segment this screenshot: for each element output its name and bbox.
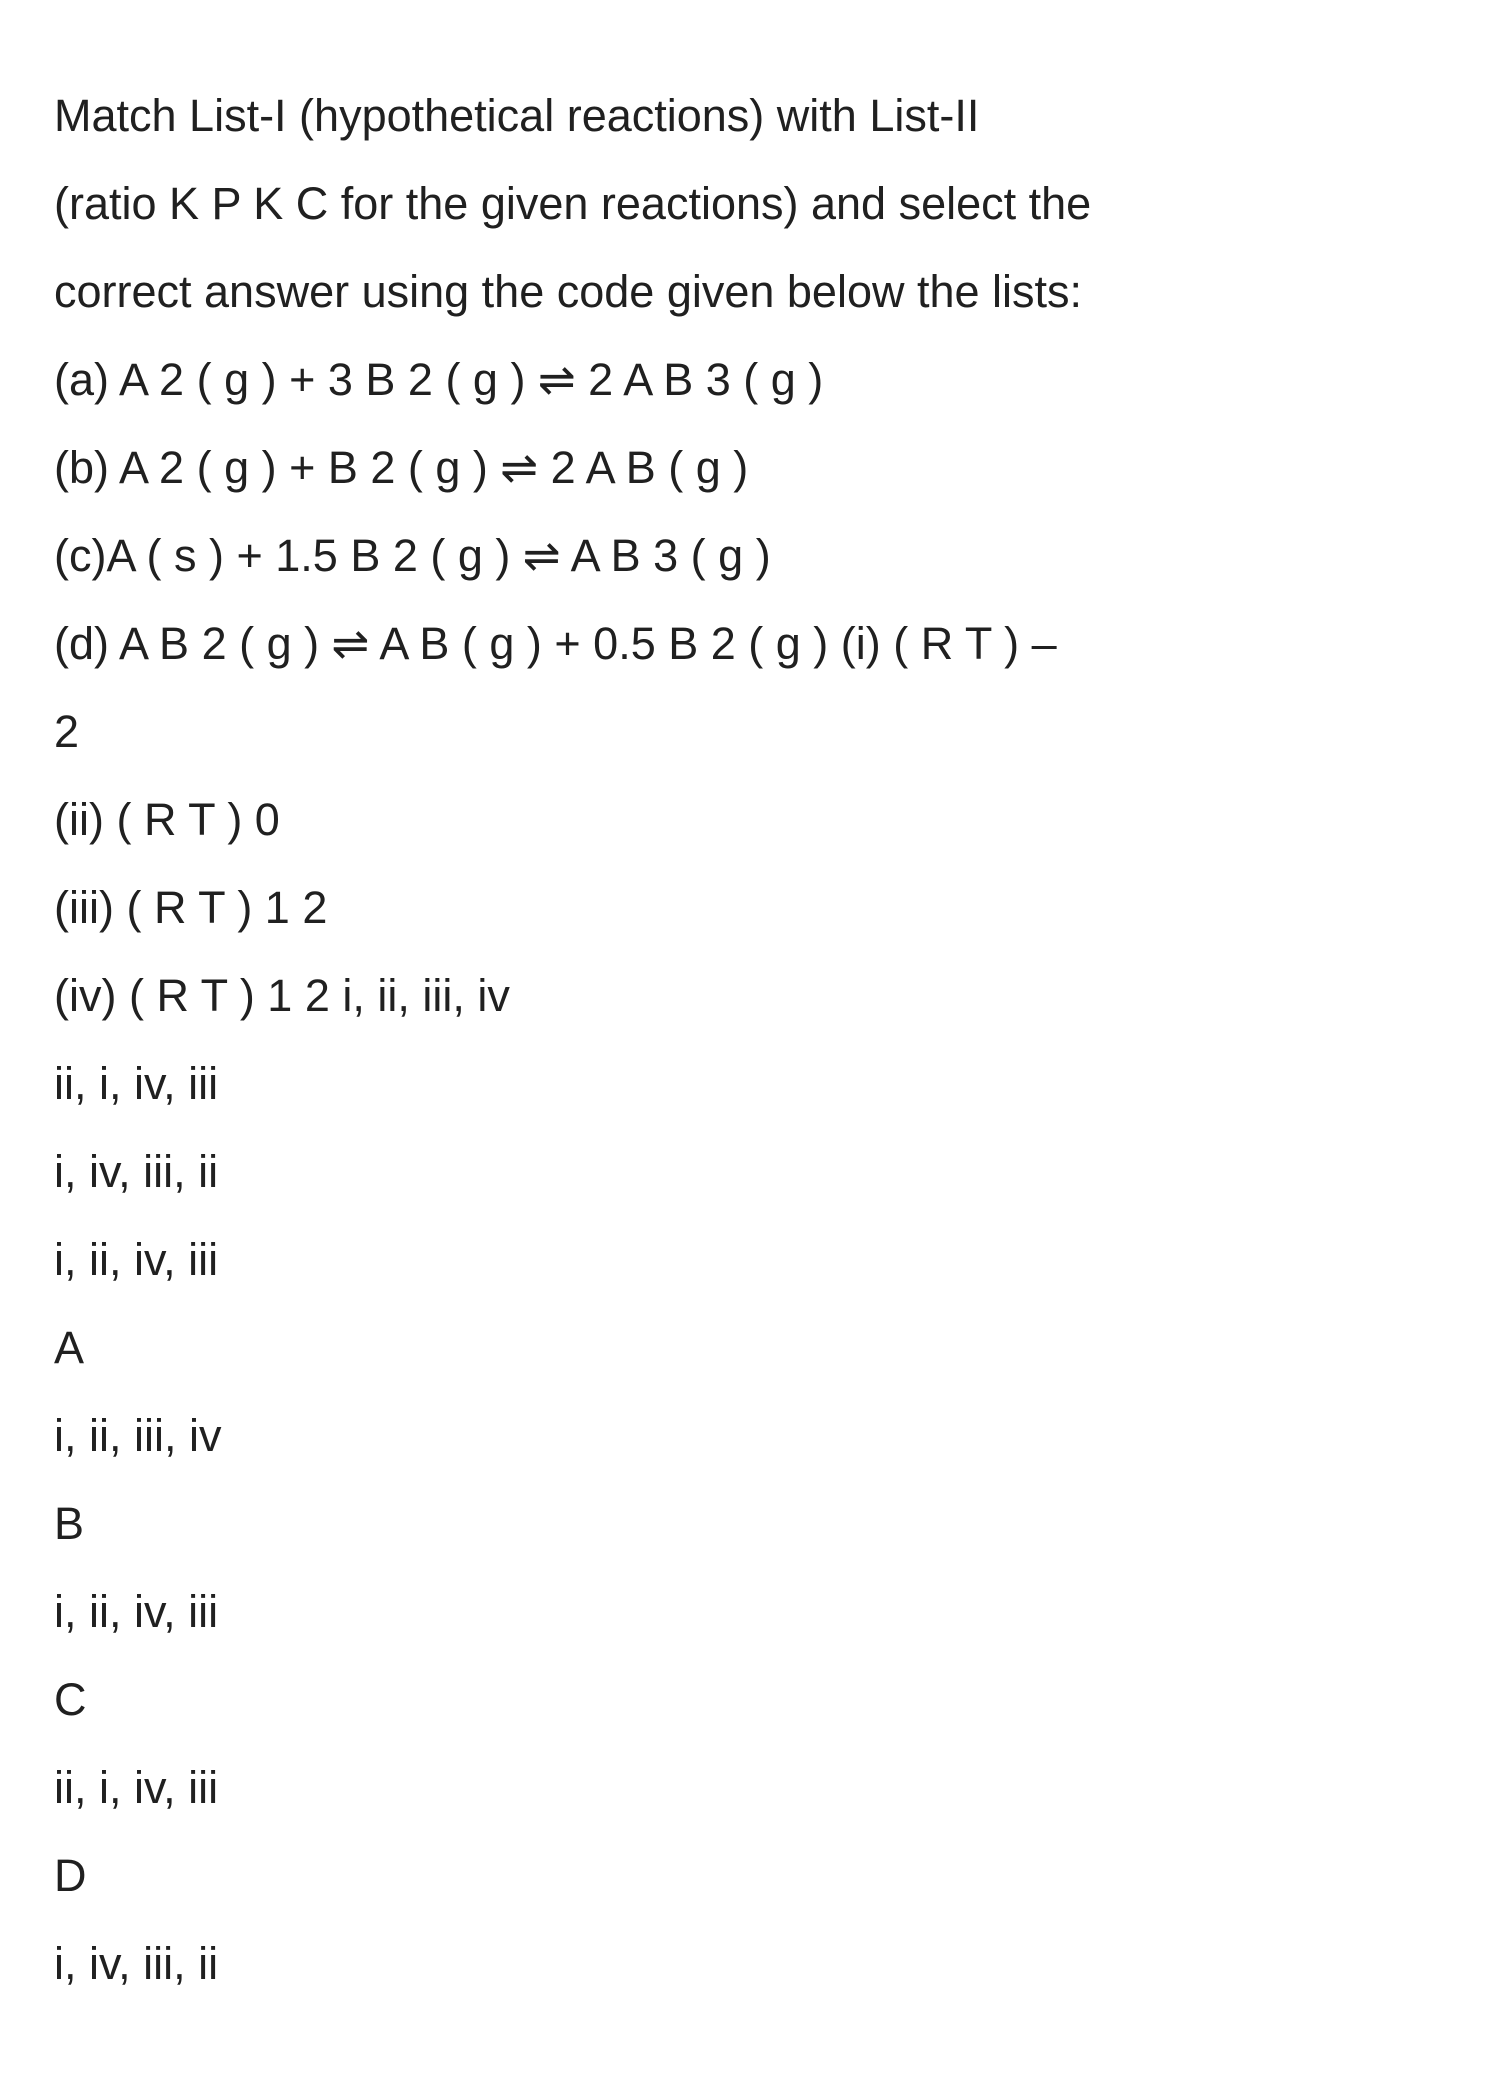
option-a-label[interactable]: A — [54, 1322, 85, 1373]
code-sequence-line-3: i, ii, iv, iii — [54, 1234, 219, 1285]
reaction-line-d-continued: 2 — [54, 706, 80, 757]
reaction-line-c: (c)A ( s ) + 1.5 B 2 ( g ) ⇌ A B 3 ( g ) — [54, 530, 771, 581]
question-prompt-line-2: (ratio K P K C for the given reactions) and select the — [54, 178, 1092, 229]
option-c-value[interactable]: ii, i, iv, iii — [54, 1762, 219, 1813]
code-sequence-line-1: ii, i, iv, iii — [54, 1058, 219, 1109]
code-sequence-line-2: i, iv, iii, ii — [54, 1146, 219, 1197]
ratio-line-iii: (iii) ( R T ) 1 2 — [54, 882, 328, 933]
option-c-label[interactable]: C — [54, 1674, 87, 1725]
ratio-line-iv: (iv) ( R T ) 1 2 i, ii, iii, iv — [54, 970, 510, 1021]
reaction-line-d: (d) A B 2 ( g ) ⇌ A B ( g ) + 0.5 B 2 ( g ) (i) ( R T ) – — [54, 618, 1057, 669]
option-b-label[interactable]: B — [54, 1498, 85, 1549]
option-b-value[interactable]: i, ii, iv, iii — [54, 1586, 219, 1637]
reaction-line-b: (b) A 2 ( g ) + B 2 ( g ) ⇌ 2 A B ( g ) — [54, 442, 749, 493]
reaction-line-a: (a) A 2 ( g ) + 3 B 2 ( g ) ⇌ 2 A B 3 ( g ) — [54, 354, 824, 405]
question-prompt-line-3: correct answer using the code given below the lists: — [54, 266, 1083, 317]
option-d-label[interactable]: D — [54, 1850, 87, 1901]
ratio-line-ii: (ii) ( R T ) 0 — [54, 794, 280, 845]
question-prompt-line-1: Match List-I (hypothetical reactions) with List-II — [54, 90, 980, 141]
option-a-value[interactable]: i, ii, iii, iv — [54, 1410, 222, 1461]
option-d-value[interactable]: i, iv, iii, ii — [54, 1938, 219, 1989]
